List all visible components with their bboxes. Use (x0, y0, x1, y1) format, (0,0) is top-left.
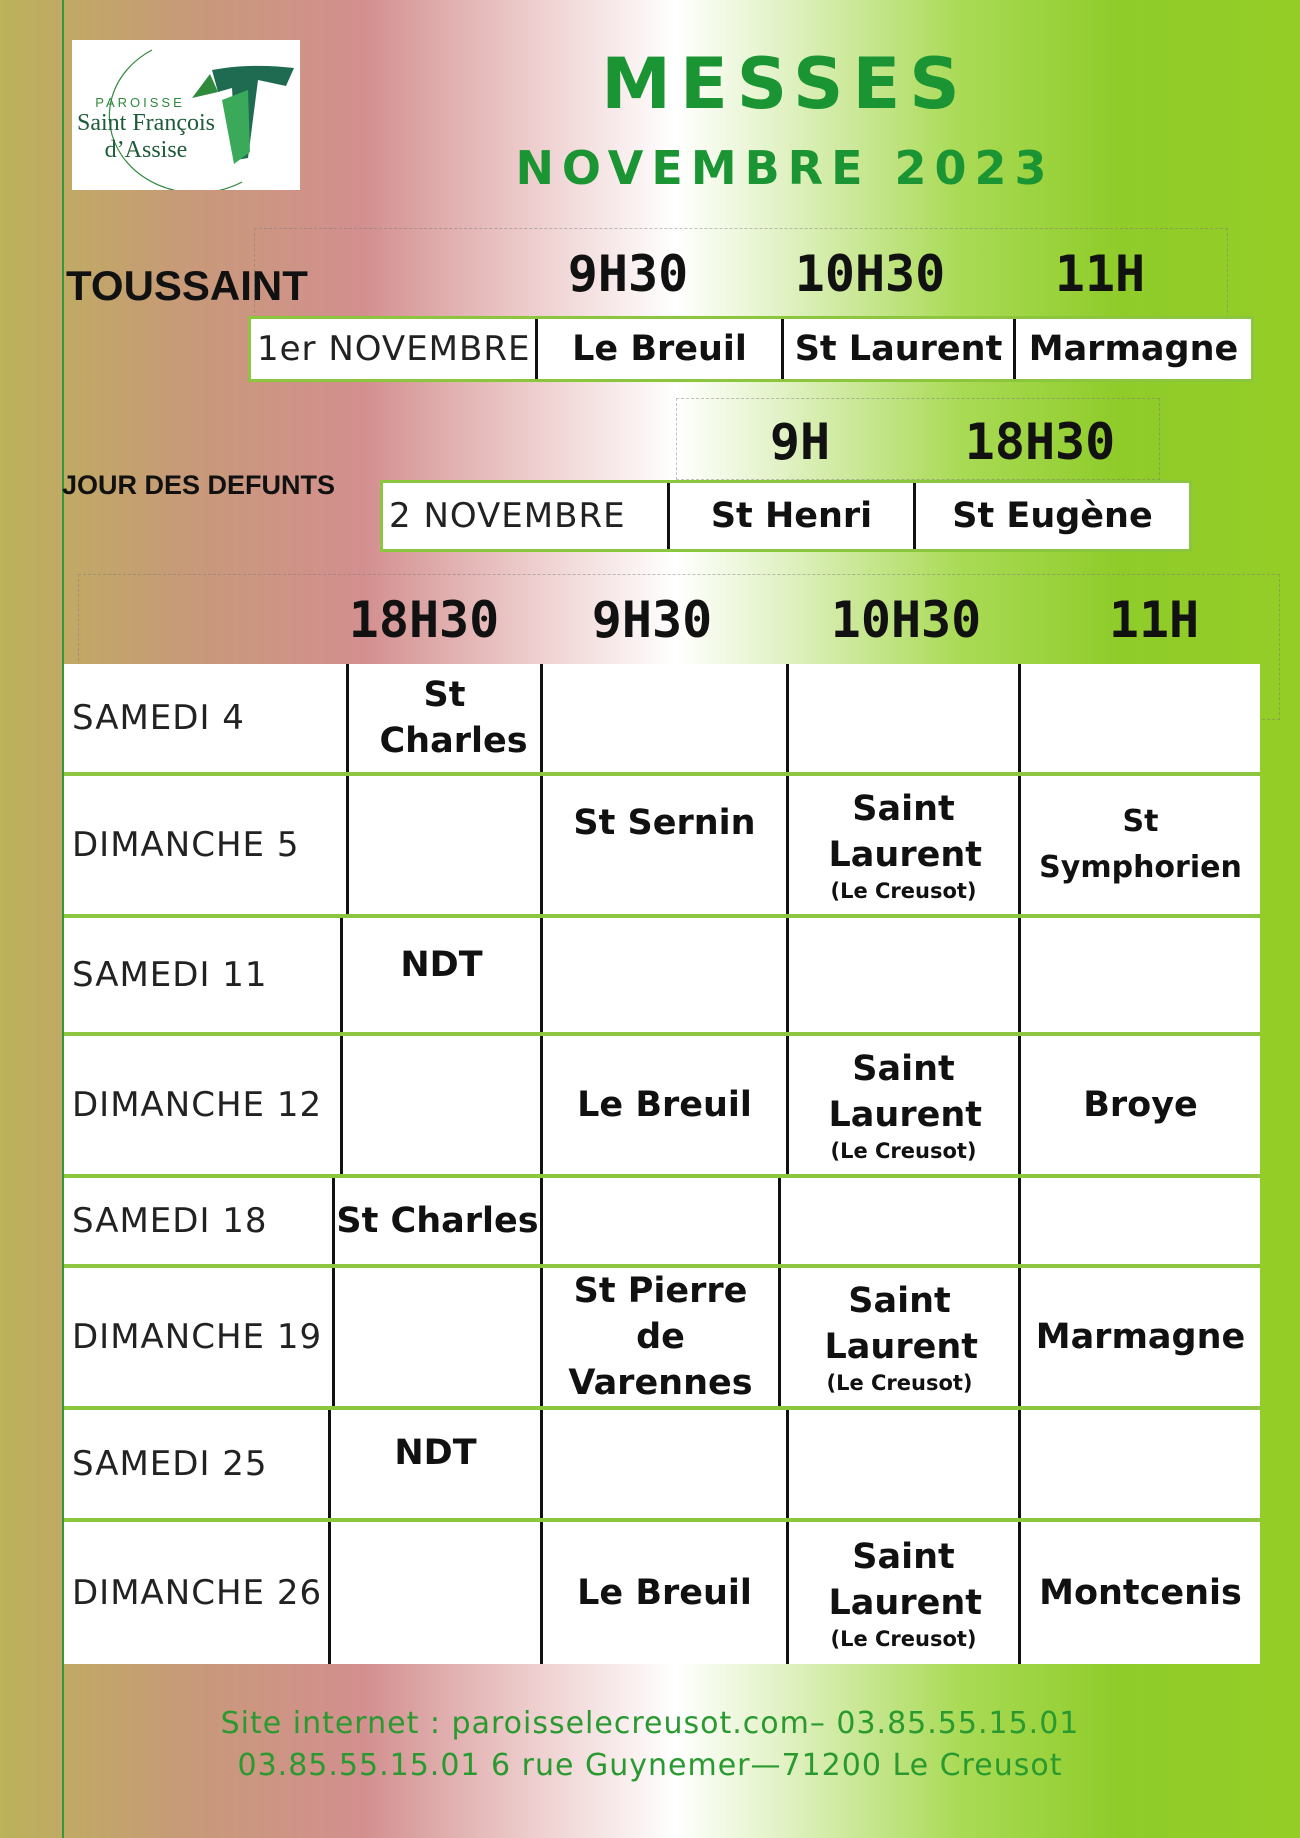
defunts-label: JOUR DES DEFUNTS (62, 470, 336, 500)
toussaint-row (248, 316, 1254, 382)
mass-cell (540, 918, 786, 1032)
day-cell: DIMANCHE 19 (72, 1317, 323, 1357)
time-header: 9H30 (567, 245, 689, 303)
mass-cell (786, 664, 1018, 772)
day-cell: DIMANCHE 12 (72, 1085, 323, 1125)
mass-cell: NDT (340, 918, 540, 1032)
day-cell: SAMEDI 4 (72, 698, 245, 738)
mass-cell: Montcenis (1018, 1522, 1260, 1664)
mass-cell: Marmagne (1018, 1268, 1260, 1406)
page-title: MESSES (601, 43, 969, 125)
mass-cell (540, 1178, 778, 1264)
time-header: 10H30 (794, 245, 946, 303)
time-header: 11H (1108, 591, 1200, 649)
defunts-row (380, 480, 1192, 552)
table-row (64, 1410, 1260, 1522)
day-cell: SAMEDI 11 (72, 955, 268, 995)
time-header: 11H (1054, 245, 1146, 303)
toussaint-label: TOUSSAINT (66, 262, 308, 309)
logo-name: Saint François d’Assise (77, 110, 215, 163)
mass-location: Le Breuil (535, 319, 781, 379)
mass-cell: St Pierre de Varennes (540, 1268, 778, 1406)
time-header: 9H30 (591, 591, 713, 649)
table-row (64, 1268, 1260, 1410)
mass-cell: Saint Laurent (Le Creusot) (786, 1036, 1018, 1174)
day-cell: SAMEDI 25 (72, 1444, 268, 1484)
day-cell: SAMEDI 18 (72, 1201, 268, 1241)
mass-cell (346, 776, 540, 914)
table-row (64, 776, 1260, 918)
mass-location: Marmagne (1013, 319, 1251, 379)
mass-cell: St Sernin (540, 776, 786, 914)
mass-cell: NDT (328, 1410, 540, 1518)
mass-cell (328, 1522, 540, 1664)
date-cell: 2 NOVEMBRE (389, 496, 626, 536)
time-header: 18H30 (348, 591, 500, 649)
mass-cell (1018, 664, 1260, 772)
mass-location: St Laurent (781, 319, 1013, 379)
mass-location: St Henri (667, 483, 913, 549)
mass-cell: Le Breuil (540, 1036, 786, 1174)
table-row (64, 664, 1260, 776)
page-subtitle: NOVEMBRE 2023 (515, 141, 1055, 195)
mass-location: St Eugène (913, 483, 1189, 549)
mass-cell (340, 1036, 540, 1174)
day-cell: DIMANCHE 5 (72, 825, 300, 865)
mass-cell (1018, 1410, 1260, 1518)
mass-cell (786, 1410, 1018, 1518)
mass-cell: Saint Laurent (Le Creusot) (786, 1522, 1018, 1664)
time-header: 9H (769, 413, 831, 471)
parish-logo (72, 40, 300, 190)
footer-website: Site internet : paroisselecreusot.com– 03.85.55.15.01 (220, 1706, 1080, 1741)
mass-cell (540, 1410, 786, 1518)
mass-cell: St Symphorien (1018, 776, 1260, 914)
mass-cell (778, 1178, 1018, 1264)
table-row (64, 1178, 1260, 1268)
mass-cell (1018, 918, 1260, 1032)
table-row (64, 1522, 1260, 1664)
mass-cell: St Charles (346, 664, 540, 772)
logo-small-text: PAROISSE (95, 95, 185, 110)
mass-cell: Saint Laurent (Le Creusot) (786, 776, 1018, 914)
table-row (64, 918, 1260, 1036)
mass-cell: Broye (1018, 1036, 1260, 1174)
mass-cell (786, 918, 1018, 1032)
mass-cell: Saint Laurent (Le Creusot) (778, 1268, 1018, 1406)
day-cell: DIMANCHE 26 (72, 1573, 323, 1613)
mass-cell (1018, 1178, 1260, 1264)
mass-cell (332, 1268, 540, 1406)
time-header: 10H30 (830, 591, 982, 649)
date-cell: 1er NOVEMBRE (257, 329, 531, 369)
mass-schedule-table (64, 664, 1260, 1664)
mass-cell: Le Breuil (540, 1522, 786, 1664)
mass-cell: St Charles (332, 1178, 540, 1264)
table-row (64, 1036, 1260, 1178)
time-header: 18H30 (964, 413, 1116, 471)
mass-cell (540, 664, 786, 772)
footer-address: 03.85.55.15.01 6 rue Guynemer—71200 Le Creusot (237, 1748, 1063, 1783)
